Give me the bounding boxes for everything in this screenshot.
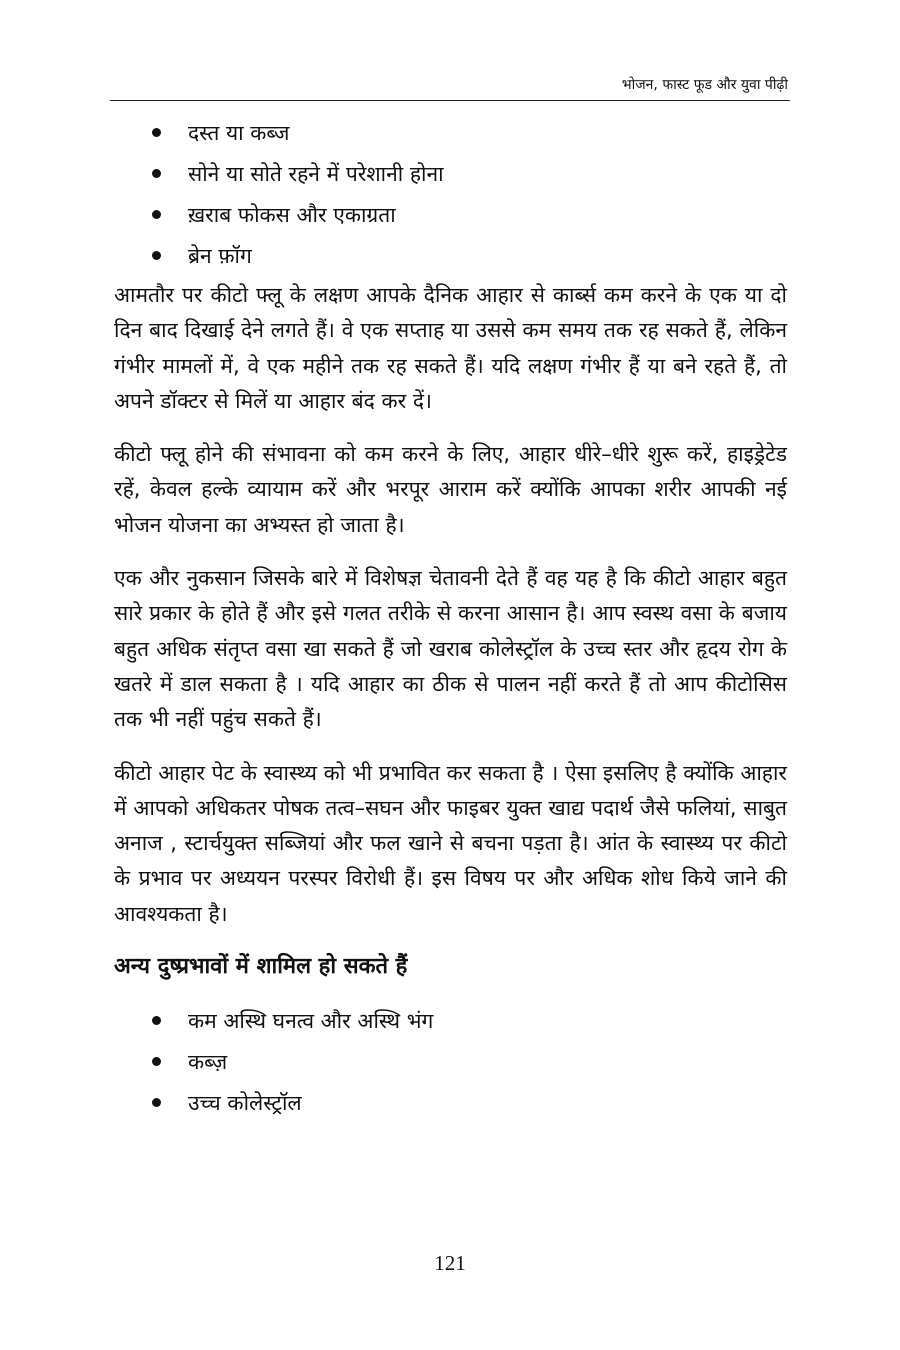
list-item-text: सोने या सोते रहने में परेशानी होना [188, 162, 444, 186]
list-item-text: दस्त या कब्ज [188, 121, 290, 145]
bullet-icon [152, 128, 161, 137]
body-paragraph: कीटो आहार पेट के स्वास्थ्य को भी प्रभावित कर सकता है । ऐसा इसलिए है क्योंकि आहार में आपको अधिकतर पोषक तत्व–सघन और फाइबर युक्त खाद्य पदार्थ जैसे फलियां, साबुत अनाज , स्टार्चयुक्त सब्जियां और फल खाने से बचना पड़ता है। आंत के स्वास्थ्य पर कीटो के प्रभाव पर अध्ययन परस्पर विरोधी हैं। इस विषय पर और अधिक शोध किये जाने की आवश्यकता है। [114, 760, 787, 926]
list-item-text: कब्ज़ [188, 1050, 228, 1075]
bullet-icon [152, 251, 161, 260]
bullet-icon [152, 169, 161, 178]
list-item-text: उच्च कोलेस्ट्रॉल [188, 1091, 302, 1116]
list-item [114, 1084, 787, 1125]
body-paragraph: आमतौर पर कीटो फ्लू के लक्षण आपके दैनिक आहार से कार्ब्स कम करने के एक या दो दिन बाद दिखाई देने लगते हैं। वे एक सप्ताह या उससे कम समय तक रह सकते हैं, लेकिन गंभीर मामलों में, वे एक महीने तक रह सकते हैं। यदि लक्षण गंभीर हैं या बने रहते हैं, तो अपने डॉक्टर से मिलें या आहार बंद कर दें। [114, 283, 787, 413]
symptom-list [114, 114, 787, 278]
list-item [114, 237, 787, 278]
list-item-text: ब्रेन फ़ॉग [188, 244, 252, 268]
bullet-icon [152, 1057, 161, 1066]
list-item [114, 1002, 787, 1043]
body-paragraph: एक और नुकसान जिसके बारे में विशेषज्ञ चेतावनी देते हैं वह यह है कि कीटो आहार बहुत सारे प्रकार के होते हैं और इसे गलत तरीके से करना आसान है। आप स्वस्थ वसा के बजाय बहुत अधिक संतृप्त वसा खा सकते हैं जो खराब कोलेस्ट्रॉल के उच्च स्तर और हृदय रोग के खतरे में डाल सकता है । यदि आहार का ठीक से पालन नहीं करते हैं तो आप कीटोसिस तक भी नहीं पहुंच सकते हैं। [114, 566, 787, 732]
side-effects-list [114, 1002, 787, 1125]
list-item [114, 155, 787, 196]
bullet-icon [152, 210, 161, 219]
bullet-icon [152, 1016, 161, 1025]
list-item [114, 1043, 787, 1084]
list-item-text: कम अस्थि घनत्व और अस्थि भंग [188, 1009, 434, 1034]
list-item-text: ख़राब फोकस और एकाग्रता [188, 203, 396, 227]
list-item [114, 196, 787, 237]
list-item [114, 114, 787, 155]
page-body [114, 114, 787, 1125]
page-number: 121 [434, 1251, 466, 1275]
running-title: भोजन, फास्ट फूड और युवा पीढ़ी [621, 77, 788, 93]
section-heading: अन्य दुष्प्रभावों में शामिल हो सकते हैं [114, 954, 408, 980]
bullet-icon [152, 1098, 161, 1107]
page-header [110, 74, 790, 101]
body-paragraph: कीटो फ्लू होने की संभावना को कम करने के लिए, आहार धीरे–धीरे शुरू करें, हाइड्रेटेड रहें, केवल हल्के व्यायाम करें और भरपूर आराम करें क्योंकि आपका शरीर आपकी नई भोजन योजना का अभ्यस्त हो जाता है। [114, 442, 787, 537]
